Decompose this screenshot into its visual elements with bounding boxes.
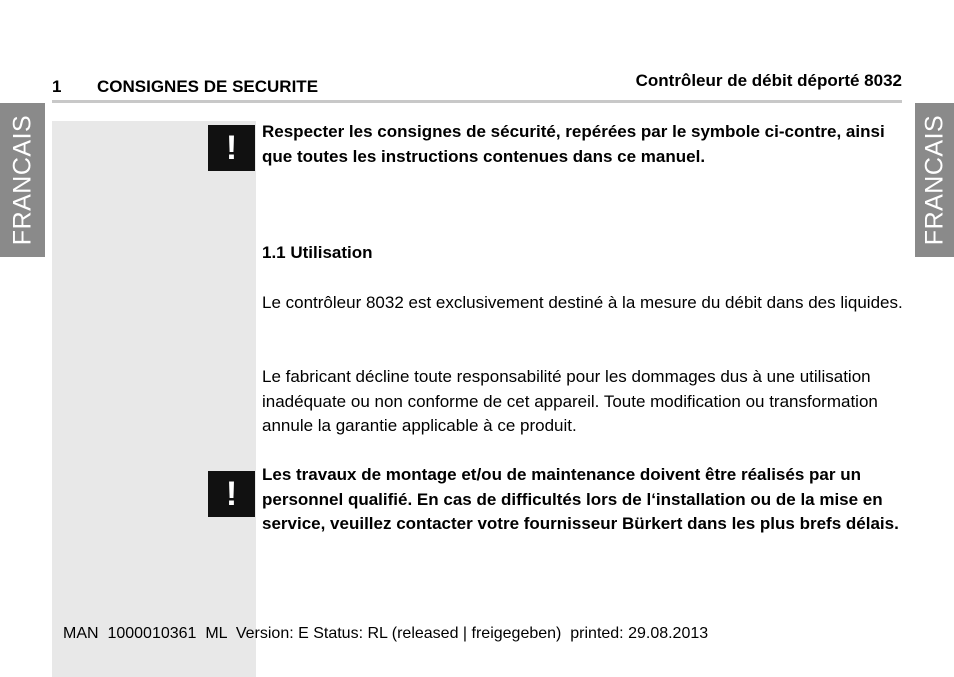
paragraph-usage: Le contrôleur 8032 est exclusivement destiné à la mesure du débit dans des liquides. xyxy=(262,293,903,312)
header-divider xyxy=(52,100,902,103)
margin-column xyxy=(52,121,256,677)
language-tab-left xyxy=(0,103,45,257)
document-title: Contrôleur de débit déporté 8032 xyxy=(635,71,902,90)
language-tab-left-label: FRANCAIS xyxy=(8,114,36,246)
chapter-number: 1 xyxy=(52,77,62,96)
warning-icon xyxy=(208,471,255,517)
language-tab-right xyxy=(915,103,954,257)
warning-icon-glyph: ! xyxy=(225,475,238,513)
chapter-title: CONSIGNES DE SECURITE xyxy=(97,77,319,96)
paragraph-liability: Le fabricant décline toute responsabilité pour les dommages dus à une utilisation inadéquate ou non conforme de cet appareil. Toute modification ou transformation annule la garantie applicable à ce produit. xyxy=(262,367,878,435)
safety-warning-1: Respecter les consignes de sécurité, repérées par le symbole ci-contre, ainsi que toutes les instructions contenues dans ce manuel. xyxy=(262,122,885,166)
language-tab-right-label: FRANCAIS xyxy=(920,114,948,246)
warning-icon-glyph: ! xyxy=(225,129,238,167)
document-footer: MAN 1000010361 ML Version: E Status: RL (released | freigegeben) printed: 29.08.2013 xyxy=(63,625,709,642)
section-heading-utilisation: 1.1 Utilisation xyxy=(262,243,373,262)
safety-warning-2: Les travaux de montage et/ou de maintenance doivent être réalisés par un personnel qualifié. En cas de difficultés lors de l‘installation ou de la mise en service, veuillez contacter votre fournisseur Bürkert dans les plus brefs délais. xyxy=(262,465,899,533)
warning-icon xyxy=(208,125,255,171)
